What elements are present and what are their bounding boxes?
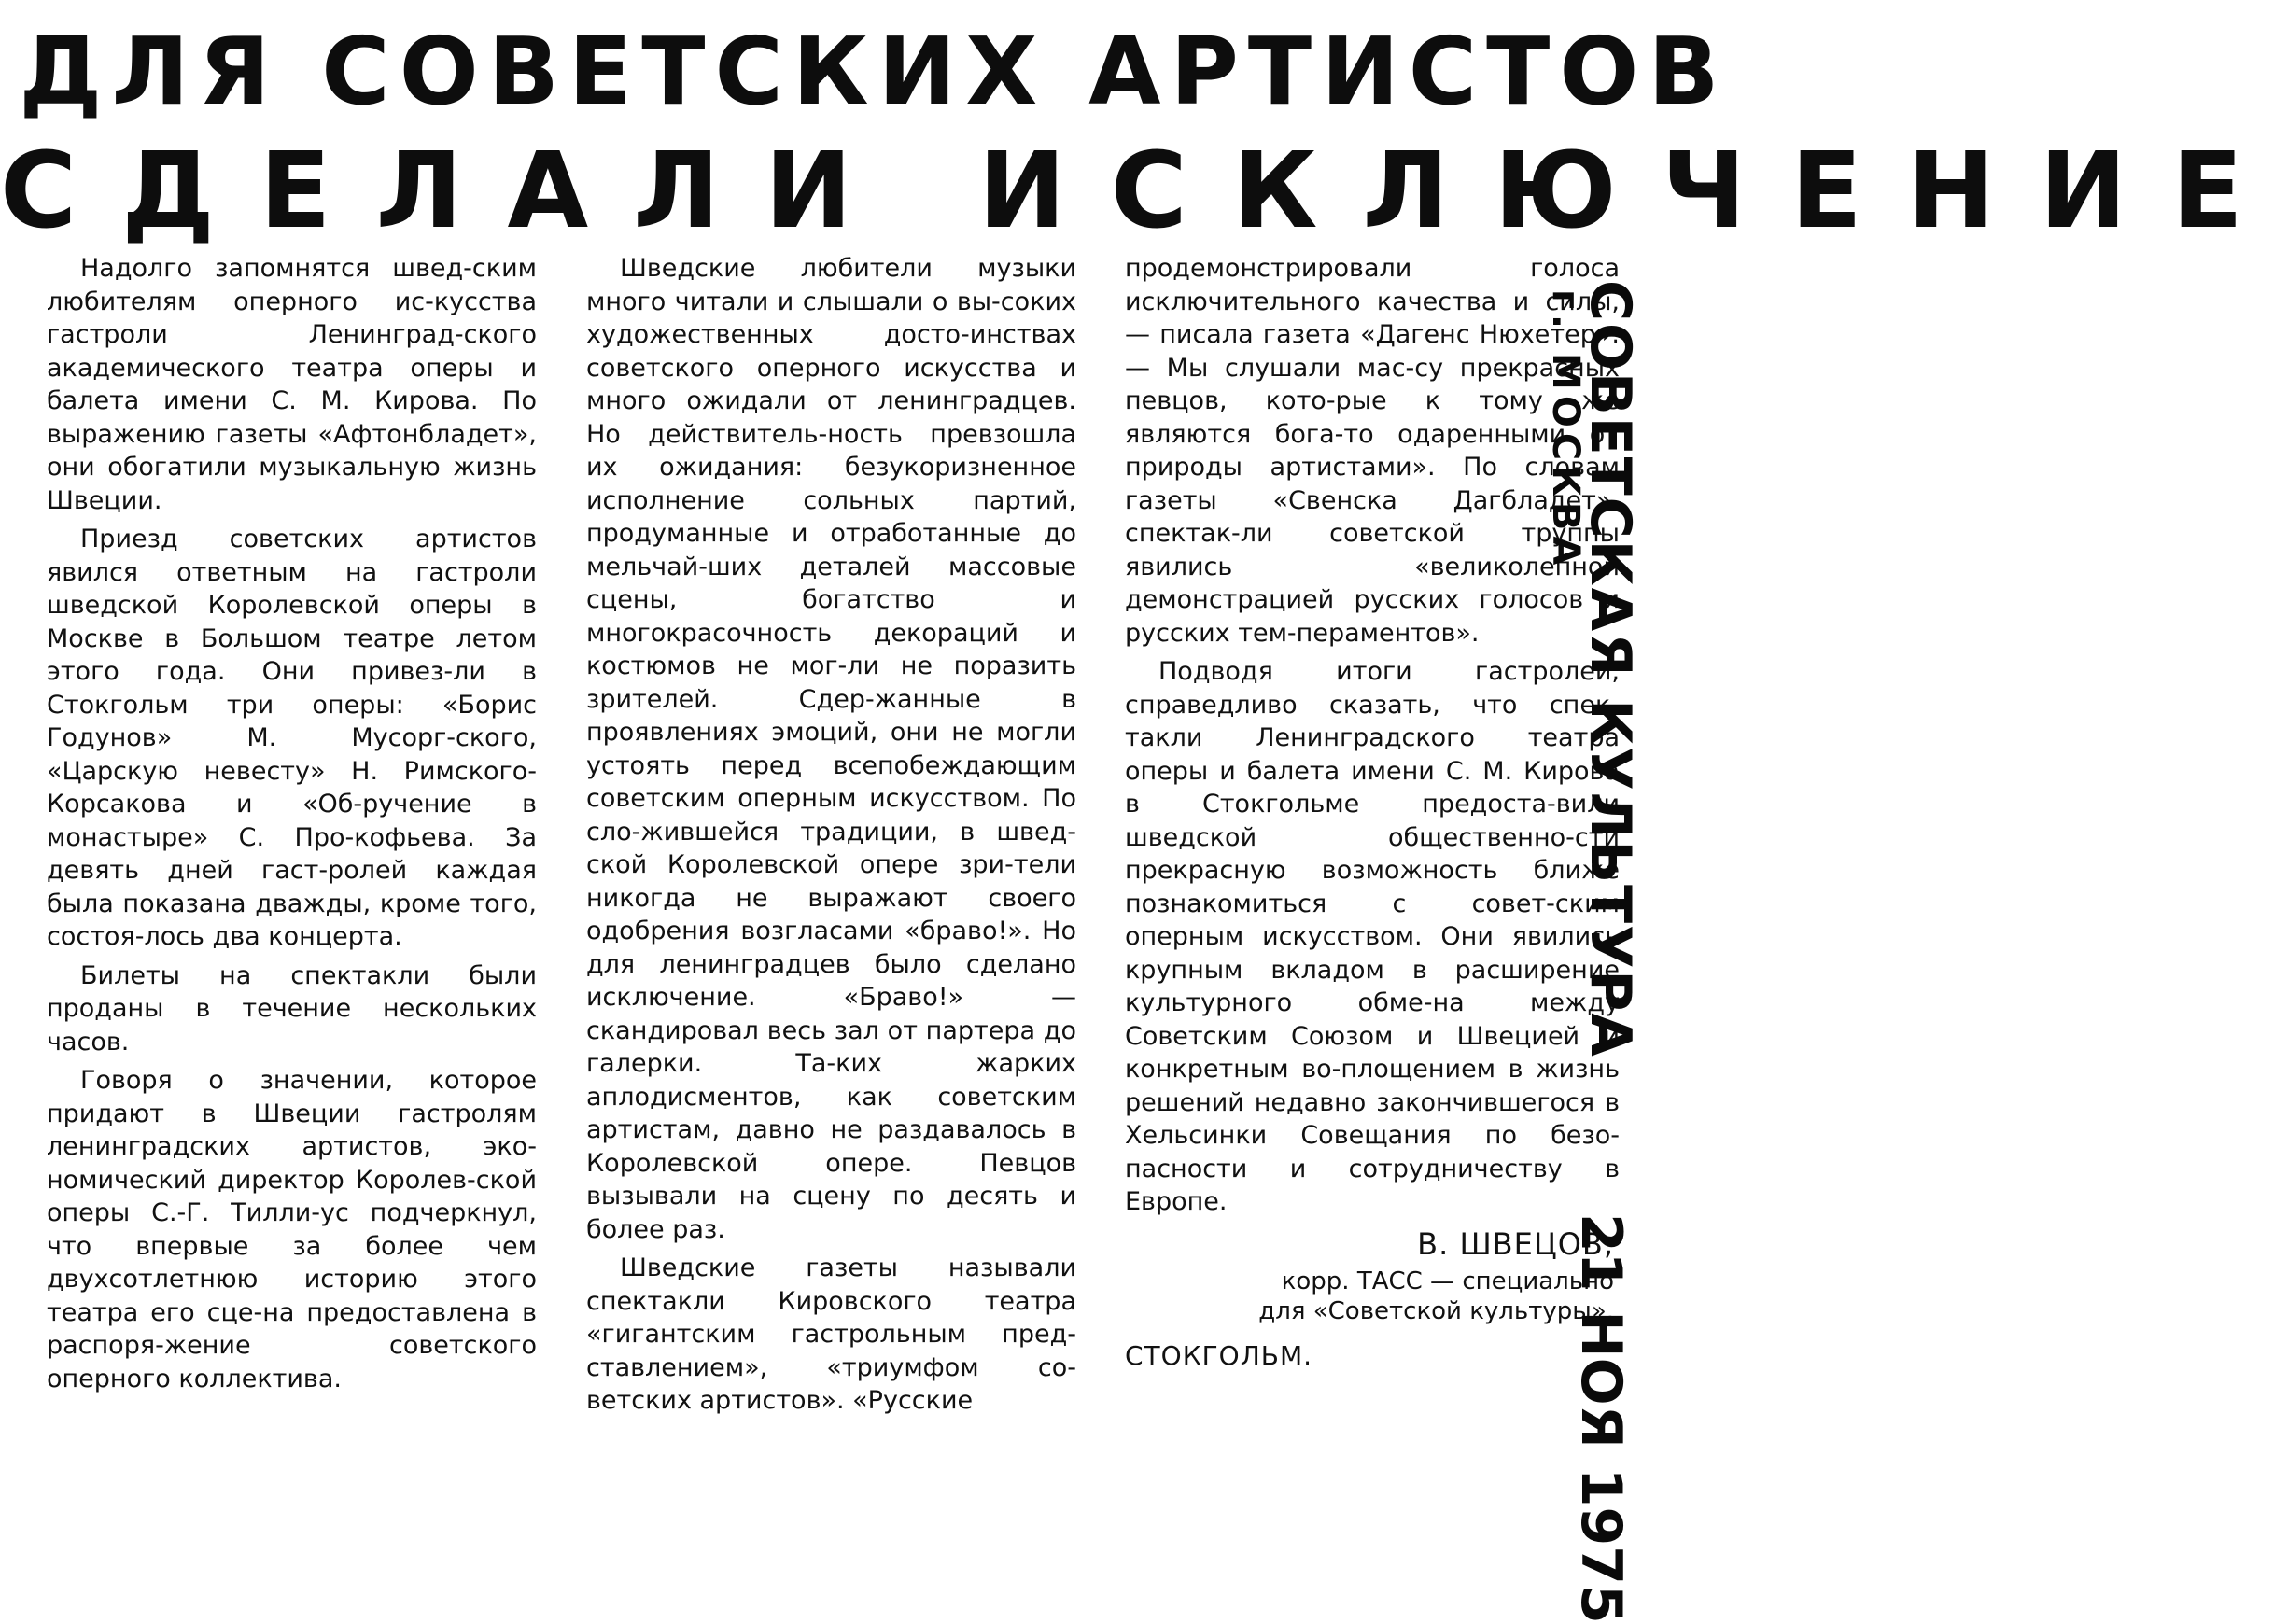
paragraph: Надолго запомнятся швед-ским любителям оперного ис-кусства гастроли Ленинград-ского академического театра оперы и балета имени С. М. Кирова. По выражению газеты «Афтонбладет», они обогатили музыкальную жизнь Швеции. bbox=[47, 254, 537, 515]
headline-line-2: СДЕЛАЛИ ИСКЛЮЧЕНИЕ bbox=[0, 131, 2288, 252]
paragraph: Шведские газеты называли спектакли Кировского театра «гигантским гастрольным пред-ставлением», «триумфом со-ветских артистов». «Русские bbox=[586, 1253, 1076, 1415]
paragraph: продемонстрировали голоса исключительного качества и силы,— писала газета «Дагенс Нюхетер».— Мы слушали мас-су прекрасных певцов, кото-рые к тому же являются бога-то одаренными от природы артистами». По словам газеты «Свенска Дагбладет», спектак-ли советской труппы явились «великолепной демонстрацией русских голосов и русских тем-пераментов». bbox=[1125, 254, 1620, 648]
paragraph: Шведские любители музыки много читали и слышали о вы-соких художественных досто-инствах советского оперного искусства и много ожидали от ленинградцев. Но действитель-ность превзошла их ожидания: безукоризненное исполнение сольных партий, продуманные и отработанные до мельчай-ших деталей массовые сцены, богатство и многокрасочность декораций и костюмов не мог-ли не поразить зрителей. Сдер-жанные в проявлениях эмоций, они не могли устоять перед всепобеждающим советским оперным искусством. По сло-жившейся традиции, в швед-ской Королевской опере зри-тели никогда не выражают своего одобрения возгласами «браво!». Но для ленинградцев было сделано исключение. «Браво!» — скандировал весь зал от партера до галерки. Та-ких жарких аплодисментов, как советским артистам, давно не раздавалось в Королевской опере. Певцов вызывали на сцену по десять и более раз. bbox=[586, 254, 1076, 1244]
stamp-date: 21 НОЯ 1975 bbox=[1568, 1213, 1634, 1624]
paragraph: Говоря о значении, которое придают в Швеции гастролям ленинградских артистов, эко-номический директор Королев-ской оперы С.-Г. Тилли-ус подчеркнул, что впервые за более чем двухсотлетнюю историю этого театра его сце-на предоставлена в распоря-жение советского оперного коллектива. bbox=[47, 1066, 537, 1393]
headline-line-1: ДЛЯ СОВЕТСКИХ АРТИСТОВ bbox=[19, 17, 1729, 126]
stamp-newspaper: СОВЕТСКАЯ КУЛЬТУРА bbox=[1578, 280, 1643, 1058]
stamp-city: г. МОСКВА bbox=[1544, 289, 1587, 571]
author-name: В. ШВЕЦОВ, bbox=[1417, 1225, 1614, 1262]
author-role: корр. ТАСС — специально bbox=[1281, 1267, 1614, 1295]
dateline-city: СТОКГОЛЬМ. bbox=[1125, 1340, 1313, 1371]
paragraph: Приезд советских артистов явился ответным на гастроли шведской Королевской оперы в Москве в Большом театре летом этого года. Они привез-ли в Стокгольм три оперы: «Борис Годунов» М. Мусорг-ского, «Царскую невесту» Н. Римского-Корсакова и «Об-ручение в монастыре» С. Про-кофьева. За девять дней гаст-ролей каждая была показана дважды, кроме того, состоя-лось два концерта. bbox=[47, 525, 537, 951]
article-column-2 bbox=[586, 252, 1076, 1423]
article-column-1 bbox=[47, 252, 537, 1401]
paragraph: Билеты на спектакли были проданы в течение нескольких часов. bbox=[47, 960, 537, 1057]
paragraph: Подводя итоги гастролей, справедливо сказать, что спек-такли Ленинградского театра оперы и балета имени С. М. Кирова в Стокгольме предоста-вили шведской общественно-сти прекрасную возможность ближе познакомиться с совет-ским оперным искусством. Они явились крупным вкладом в расширение культурного обме-на между Советским Союзом и Швецией и конкретным во-площением в жизнь решений недавно закончившегося в Хельсинки Совещания по безо-пасности и сотрудничеству в Европе. bbox=[1125, 657, 1620, 1216]
author-role: для «Советской культуры». bbox=[1258, 1297, 1614, 1325]
